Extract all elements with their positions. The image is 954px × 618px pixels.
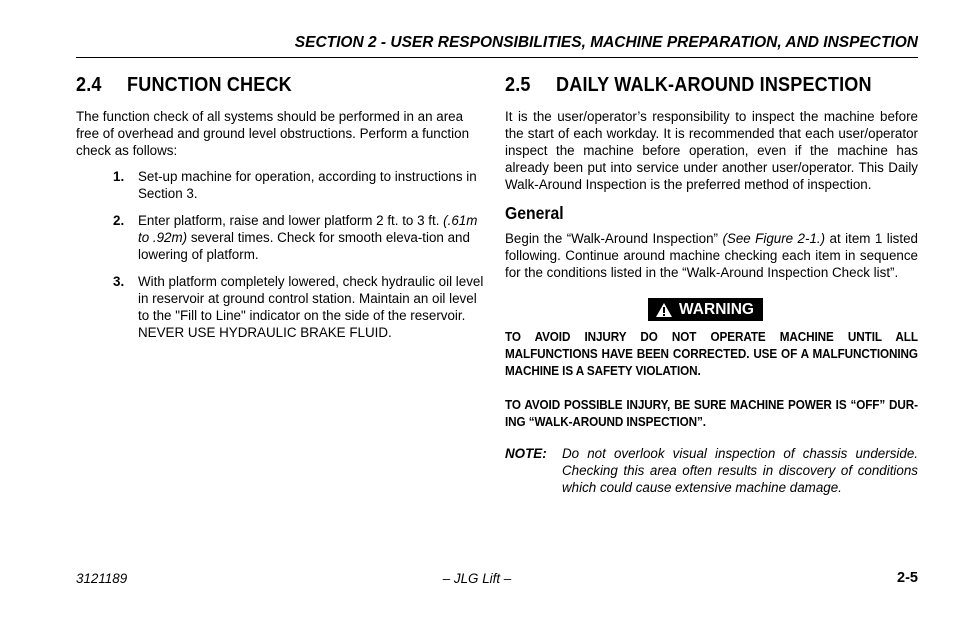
general-text-part: Begin the “Walk-Around Inspection” — [505, 231, 723, 246]
step-text: Enter platform, raise and lower platform 2 ft. to 3 ft. — [138, 213, 444, 228]
step-item — [76, 168, 489, 202]
step-item — [76, 212, 489, 263]
step-text: several times. Check for smooth eleva-tion and lowering of platform. — [138, 230, 470, 262]
header-rule — [76, 57, 918, 58]
page-number: 2-5 — [897, 570, 918, 586]
function-check-steps — [76, 168, 489, 341]
general-heading: General — [505, 203, 564, 223]
footer-center: – JLG Lift – — [442, 571, 512, 586]
warning-label: WARNING — [679, 301, 754, 318]
right-column — [505, 72, 918, 496]
step-number: 1. — [113, 169, 125, 184]
walk-around-intro: It is the user/operator’s responsibility to inspect the machine before the start of each workday. It is recommended that each user/operator inspect the machine before operation, even if the machine has already been put into service under another user/operator. This Daily Walk-Around Inspection is the preferred method of inspection. — [505, 109, 918, 192]
step-item — [76, 273, 489, 341]
running-header: SECTION 2 - USER RESPONSIBILITIES, MACHINE PREPARATION, AND INSPECTION — [294, 34, 918, 51]
section-heading-walk-around — [505, 72, 872, 98]
function-check-intro: The function check of all systems should be performed in an area free of overhead and ground level obstructions. Perform a function check as follows: — [76, 109, 470, 158]
step-text: With platform completely lowered, check hydraulic oil level in reservoir at ground control station. Maintain an oil level to the "Fill to Line" indicator on the side of the reservoir. NEVER USE HYDRAULIC BRAKE FLUID. — [138, 274, 484, 340]
general-text-part: at item 1 listed following. Continue around machine checking each item in sequence for the conditions listed in the “Walk-Around Inspection Check list”. — [505, 231, 918, 280]
step-number: 2. — [113, 213, 125, 228]
section-number: 2.4 — [76, 73, 102, 96]
warning-badge — [648, 298, 763, 321]
general-text — [505, 230, 918, 281]
warning-text: TO AVOID INJURY DO NOT OPERATE MACHINE UNTIL ALL MALFUNCTIONS HAVE BEEN CORRECTED. USE OF A MALFUNCTIONING MACHINE IS A SAFETY VIOLATION. — [505, 330, 918, 378]
step-number: 3. — [113, 274, 125, 289]
note-block — [505, 445, 918, 496]
step-text: Set-up machine for operation, according to instructions in Section 3. — [138, 169, 477, 201]
note-label: NOTE: — [505, 446, 547, 461]
note-text: Do not overlook visual inspection of chassis underside. Checking this area often results in discovery of conditions which could cause extensive machine damage. — [562, 446, 918, 495]
section-title: FUNCTION CHECK — [127, 73, 292, 96]
warning-banner — [505, 298, 918, 321]
figure-reference: (See Figure 2-1.) — [722, 231, 826, 246]
section-title: DAILY WALK-AROUND INSPECTION — [556, 73, 872, 96]
section-heading-function-check — [76, 72, 439, 98]
left-column — [76, 72, 489, 351]
warning-triangle-icon — [655, 302, 673, 318]
warning-text: TO AVOID POSSIBLE INJURY, BE SURE MACHINE POWER IS “OFF” DUR-ING “WALK-AROUND INSPECTION”. — [505, 398, 918, 429]
footer-doc-number: 3121189 — [76, 571, 128, 586]
section-number: 2.5 — [505, 73, 531, 96]
step-metric-range: (.61m to .92m) — [138, 213, 478, 245]
